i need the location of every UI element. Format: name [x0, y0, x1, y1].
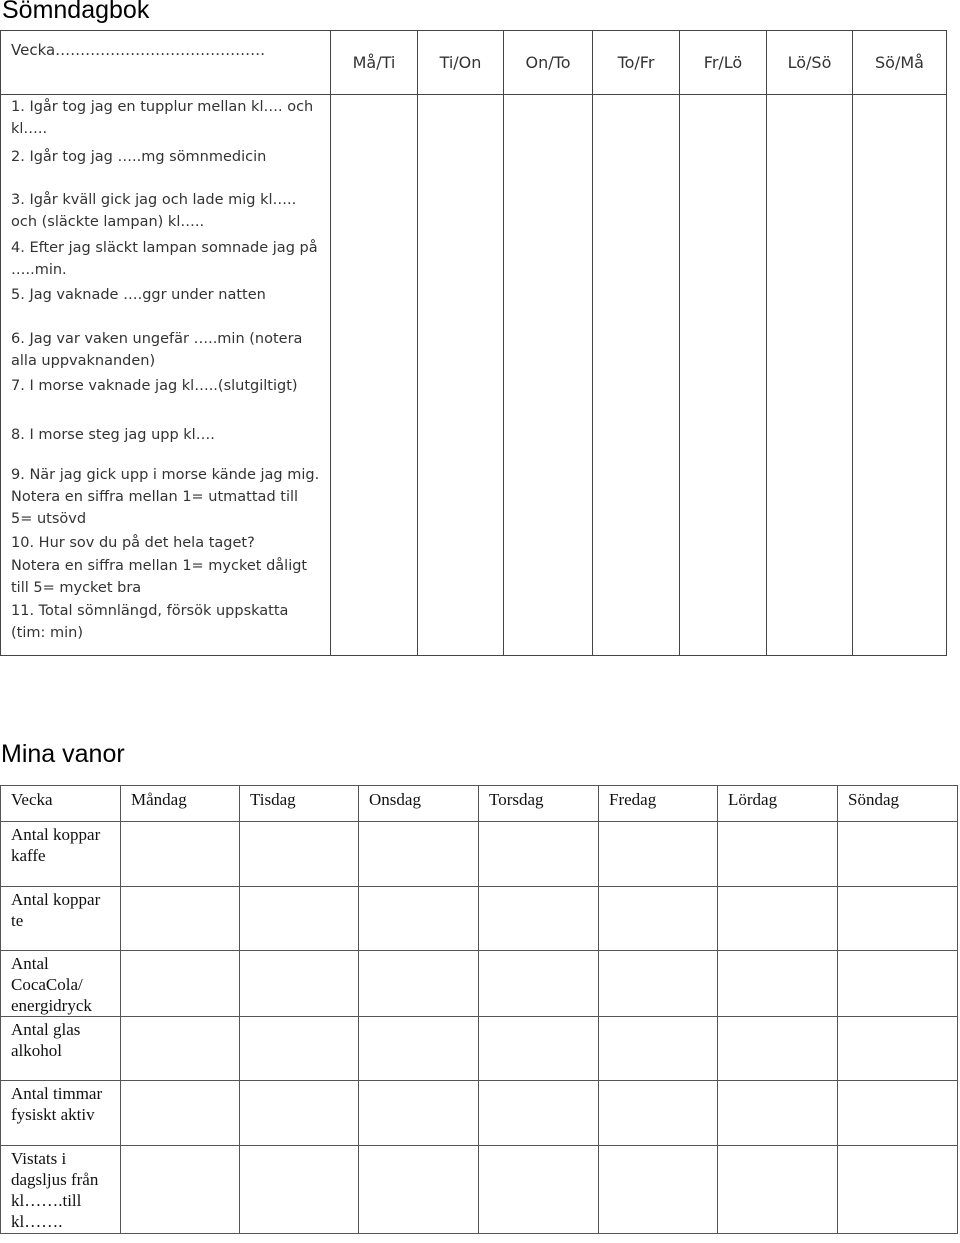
entry-cell-ti-on[interactable] — [418, 95, 504, 656]
question-1: 1. Igår tog jag en tupplur mellan kl…. och kl….. — [11, 99, 314, 137]
habits-cell[interactable] — [479, 951, 599, 1017]
entry-cell-lo-so[interactable] — [767, 95, 853, 656]
day-header-to-fr: To/Fr — [593, 31, 680, 95]
question-10: 10. Hur sov du på det hela taget? — [11, 535, 255, 551]
habits-table — [0, 785, 958, 1234]
habits-cell[interactable] — [121, 951, 240, 1017]
habits-cell[interactable] — [359, 1146, 479, 1234]
habits-cell[interactable] — [240, 951, 359, 1017]
habits-row-kaffe — [1, 822, 958, 887]
habits-row-label: Antal koppar te — [1, 887, 121, 951]
day-header-fr-lo: Fr/Lö — [680, 31, 767, 95]
sleep-diary-table — [0, 30, 947, 656]
habits-cell[interactable] — [121, 1146, 240, 1234]
entry-cell-fr-lo[interactable] — [680, 95, 767, 656]
habits-day-tisdag: Tisdag — [240, 786, 359, 822]
habits-row-label: Vistats i dagsljus från kl…….till kl……. — [1, 1146, 121, 1234]
habits-row-te — [1, 887, 958, 951]
habits-cell[interactable] — [718, 887, 838, 951]
habits-cell[interactable] — [599, 822, 718, 887]
habits-cell[interactable] — [121, 1081, 240, 1146]
habits-cell[interactable] — [359, 1081, 479, 1146]
habits-cell[interactable] — [599, 1017, 718, 1081]
question-9: 9. När jag gick upp i morse kände jag mig. Notera en siffra mellan 1= utmattad till 5= utsövd — [11, 467, 320, 527]
habits-cell[interactable] — [718, 822, 838, 887]
entry-cell-on-to[interactable] — [504, 95, 593, 656]
day-header-lo-so: Lö/Sö — [767, 31, 853, 95]
habits-day-fredag: Fredag — [599, 786, 718, 822]
habits-cell[interactable] — [479, 822, 599, 887]
habits-cell[interactable] — [359, 951, 479, 1017]
habits-cell[interactable] — [479, 887, 599, 951]
sleep-diary-header-row — [1, 31, 947, 95]
sleep-diary-body-row — [1, 95, 947, 656]
habits-row-alkohol — [1, 1017, 958, 1081]
habits-day-torsdag: Torsdag — [479, 786, 599, 822]
habits-cell[interactable] — [599, 887, 718, 951]
question-6: 6. Jag var vaken ungefär …..min (notera alla uppvaknanden) — [11, 331, 303, 369]
habits-cell[interactable] — [838, 1146, 958, 1234]
habits-cell[interactable] — [599, 1081, 718, 1146]
habits-day-onsdag: Onsdag — [359, 786, 479, 822]
habits-header-row — [1, 786, 958, 822]
habits-day-lordag: Lördag — [718, 786, 838, 822]
entry-cell-so-ma[interactable] — [853, 95, 947, 656]
question-8: 8. I morse steg jag upp kl…. — [11, 427, 215, 443]
habits-row-label: Antal timmar fysiskt aktiv — [1, 1081, 121, 1146]
habits-cell[interactable] — [121, 887, 240, 951]
habits-cell[interactable] — [240, 1017, 359, 1081]
habits-row-cocacola — [1, 951, 958, 1017]
question-11: 11. Total sömnlängd, försök uppskatta (tim: min) — [11, 603, 289, 641]
question-7: 7. I morse vaknade jag kl…..(slutgiltigt) — [11, 378, 298, 394]
habits-cell[interactable] — [121, 1017, 240, 1081]
entry-cell-to-fr[interactable] — [593, 95, 680, 656]
habits-day-mandag: Måndag — [121, 786, 240, 822]
habits-cell[interactable] — [240, 822, 359, 887]
habits-cell[interactable] — [359, 822, 479, 887]
habits-cell[interactable] — [718, 1017, 838, 1081]
habits-cell[interactable] — [240, 887, 359, 951]
habits-row-label: Antal CocaCola/ energidryck — [1, 951, 121, 1017]
habits-cell[interactable] — [599, 951, 718, 1017]
day-header-ti-on: Ti/On — [418, 31, 504, 95]
habits-cell[interactable] — [838, 887, 958, 951]
habits-cell[interactable] — [718, 951, 838, 1017]
question-10-note: Notera en siffra mellan 1= mycket dåligt till 5= mycket bra — [11, 558, 308, 596]
habits-cell[interactable] — [479, 1146, 599, 1234]
habits-week-label: Vecka — [1, 786, 121, 822]
day-header-on-to: On/To — [504, 31, 593, 95]
habits-cell[interactable] — [479, 1017, 599, 1081]
habits-cell[interactable] — [718, 1081, 838, 1146]
habits-cell[interactable] — [838, 951, 958, 1017]
habits-cell[interactable] — [359, 1017, 479, 1081]
questions-cell — [1, 95, 331, 656]
day-header-so-ma: Sö/Må — [853, 31, 947, 95]
habits-cell[interactable] — [838, 1017, 958, 1081]
habits-cell[interactable] — [121, 822, 240, 887]
habits-cell[interactable] — [838, 822, 958, 887]
habits-row-fysiskt-aktiv — [1, 1081, 958, 1146]
week-label[interactable]: Vecka…………………………………… — [1, 31, 331, 95]
sleep-diary-title: Sömndagbok — [2, 0, 150, 24]
habits-cell[interactable] — [479, 1081, 599, 1146]
habits-row-dagsljus — [1, 1146, 958, 1234]
question-3: 3. Igår kväll gick jag och lade mig kl….. och (släckte lampan) kl….. — [11, 192, 297, 230]
habits-row-label: Antal glas alkohol — [1, 1017, 121, 1081]
question-4: 4. Efter jag släckt lampan somnade jag på …..min. — [11, 240, 318, 278]
habits-cell[interactable] — [359, 887, 479, 951]
habits-day-sondag: Söndag — [838, 786, 958, 822]
habits-cell[interactable] — [599, 1146, 718, 1234]
habits-cell[interactable] — [240, 1081, 359, 1146]
habits-cell[interactable] — [240, 1146, 359, 1234]
habits-cell[interactable] — [718, 1146, 838, 1234]
habits-row-label: Antal koppar kaffe — [1, 822, 121, 887]
question-2: 2. Igår tog jag …..mg sömnmedicin — [11, 149, 267, 165]
question-5: 5. Jag vaknade ….ggr under natten — [11, 287, 266, 303]
day-header-ma-ti: Må/Ti — [331, 31, 418, 95]
entry-cell-ma-ti[interactable] — [331, 95, 418, 656]
habits-cell[interactable] — [838, 1081, 958, 1146]
habits-title: Mina vanor — [1, 740, 125, 768]
